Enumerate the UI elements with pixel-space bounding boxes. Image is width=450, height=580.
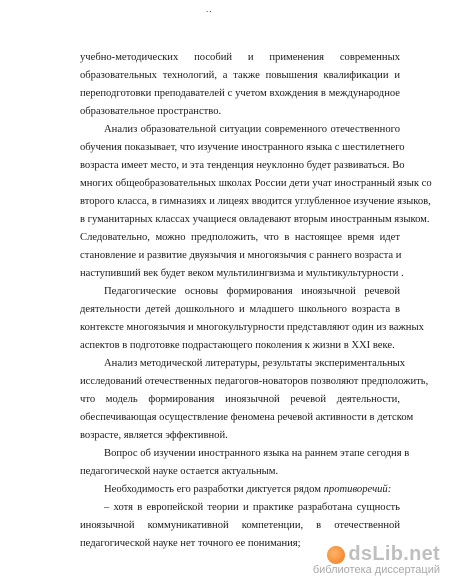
- text-line: образовательное пространство.: [80, 106, 222, 117]
- watermark: [313, 543, 440, 576]
- text-line: деятельности детей дошкольного и младшего школьного возраста в: [80, 304, 400, 315]
- text-line: Педагогические основы формирования иноязычной речевой: [104, 286, 400, 297]
- text-line: аспектов в подготовке подрастающего поколения к жизни в XXI веке.: [80, 340, 395, 351]
- text-line: Анализ образовательной ситуации современного отечественного: [104, 124, 400, 135]
- text-line: что модель формирования иноязычной речевой деятельности,: [80, 394, 400, 405]
- text-line: становление и развитие двуязычия и многоязычия с раннего возраста и: [80, 250, 402, 261]
- text-line: наступивший век будет веком мультилингвизма и мультикультурности .: [80, 268, 404, 279]
- text-line: Вопрос об изучении иностранного языка на раннем этапе сегодня в: [104, 448, 410, 459]
- text-line: возрасте, является эффективной.: [80, 430, 228, 441]
- text-line: Следовательно, можно предположить, что в настоящее время идет: [80, 232, 400, 243]
- text-line: контексте многоязычия и многокультурности представляют один из важных: [80, 322, 424, 333]
- text-line: образовательных технологий, а также повышения квалификации и: [80, 70, 400, 81]
- watermark-name: dsLib.net: [348, 543, 440, 565]
- text-line: обеспечивающая осуществление феномена речевой активности в детском: [80, 412, 414, 423]
- logo-icon: [327, 546, 345, 564]
- text-line: многих общеобразовательных школах России дети учат иностранный язык со: [80, 178, 432, 189]
- watermark-subtitle: библиотека диссертаций: [312, 564, 440, 576]
- text-span: Необходимость его разработки диктуется рядом: [104, 484, 321, 495]
- text-line: второго класса, в гимназиях и лицеях вводится углубленное изучение языков,: [80, 196, 431, 207]
- text-line: Анализ методической литературы, результаты экспериментальных: [104, 358, 406, 369]
- text-line: возраста имеет место, и эта тенденция неуклонно будет развиваться. Во: [80, 160, 405, 171]
- text-line: учебно-методических пособий и применения современных: [80, 52, 400, 63]
- emphasis-text: противоречий:: [323, 484, 392, 495]
- text-line: иноязычной коммуникативной компетенции, в отечественной: [80, 520, 400, 531]
- text-line: педагогической науке остается актуальным.: [80, 466, 279, 477]
- text-line: исследований отечественных педагогов-новаторов позволяют предположить,: [80, 376, 429, 387]
- text-line: – хотя в европейской теории и практике разработана сущность: [104, 502, 400, 513]
- text-line: в гуманитарных классах учащиеся овладевают вторым иностранным языком.: [80, 214, 430, 225]
- text-line: обучения показывает, что изучение иностранного языка с шестилетнего: [80, 142, 405, 153]
- text-line: переподготовки преподавателей с учетом вхождения в международное: [80, 88, 400, 99]
- page-marker: ..: [206, 4, 213, 14]
- text-line: педагогической науке нет точного ее понимания;: [80, 538, 301, 549]
- text-line: [104, 483, 400, 496]
